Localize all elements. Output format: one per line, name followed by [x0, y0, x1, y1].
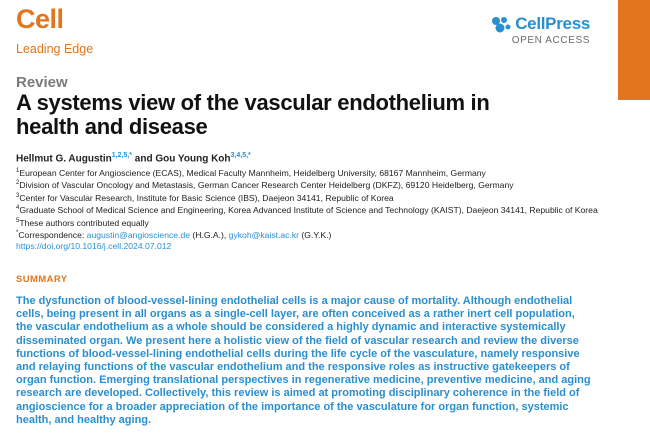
author-marks: 3,4,5,*	[230, 152, 251, 159]
affiliation: $^1$European Center for Angioscience (ECAS), Medical Faculty Mannheim, Heidelberg University, 68167 Mannheim, Germany	[16, 167, 486, 178]
doi-link[interactable]: https://doi.org/10.1016/j.cell.2024.07.012	[16, 240, 172, 251]
author-name[interactable]: Gou Young Koh	[155, 153, 231, 165]
affiliation: $^2$Division of Vascular Oncology and Metastasis, German Cancer Research Center Heidelberg (DKFZ), 69120 Heidelberg, Germany	[16, 180, 514, 191]
summary-heading: SUMMARY	[16, 274, 68, 285]
affiliation: $^3$Center for Vascular Research, Institute for Basic Science (IBS), Daejeon 34141, Republic of Korea	[16, 192, 394, 203]
cellpress-logo-icon	[490, 14, 512, 34]
affiliation: $^5$These authors contributed equally	[16, 217, 149, 228]
publisher-block[interactable]	[490, 14, 590, 46]
journal-name: Cell	[16, 4, 64, 34]
article-title: A systems view of the vascular endothelium in health and disease	[16, 90, 490, 139]
article-type: Review	[16, 74, 68, 91]
open-access-label: OPEN ACCESS	[511, 35, 590, 46]
summary-text: The dysfunction of blood-vessel-lining endothelial cells is a major cause of mortality. Although endothelial cells, being present in all organs as a single-cell layer, are often conceived as a rather inert cell population, the vascular endothelium as a whole should be considered a highly dynamic and interactive systemically disseminated organ. We present here a holistic view of the field of vascular research and review the diverse functions of blood-vessel-lining endothelial cells during the life cycle of the vasculature, namely responsive and relaying functions of the vascular endothelium and the responsive roles as instructive gatekeepers of organ function. Emerging translational perspectives in regenerative medicine, preventive medicine, and aging research are developed. Collectively, this review is aimed at promoting disciplinary coherence in the field of angioscience for a broader appreciation of the importance of the vasculature for organ function, systemic health, and healthy aging.	[16, 295, 591, 426]
journal-color-bar	[618, 0, 650, 100]
author-name[interactable]: Hellmut G. Augustin	[16, 153, 112, 165]
affiliations	[16, 166, 606, 251]
author-marks: 1,2,5,*	[111, 152, 132, 159]
correspondence: *Correspondence: augustin@angioscience.de (H.G.A.), gykoh@kaist.ac.kr (G.Y.K.)	[16, 230, 332, 241]
affiliation: $^4$Graduate School of Medical Science and Engineering, Korea Advanced Institute of Science and Technology (KAIST), Daejeon 34141, Republic of Korea	[16, 205, 598, 216]
publisher-name: CellPress	[515, 14, 590, 33]
author-list	[16, 152, 251, 164]
email-link[interactable]: augustin@angioscience.de	[86, 230, 190, 241]
section-label: Leading Edge	[16, 42, 94, 56]
author-joiner: and	[132, 153, 156, 165]
email-link[interactable]: gykoh@kaist.ac.kr	[228, 230, 300, 241]
